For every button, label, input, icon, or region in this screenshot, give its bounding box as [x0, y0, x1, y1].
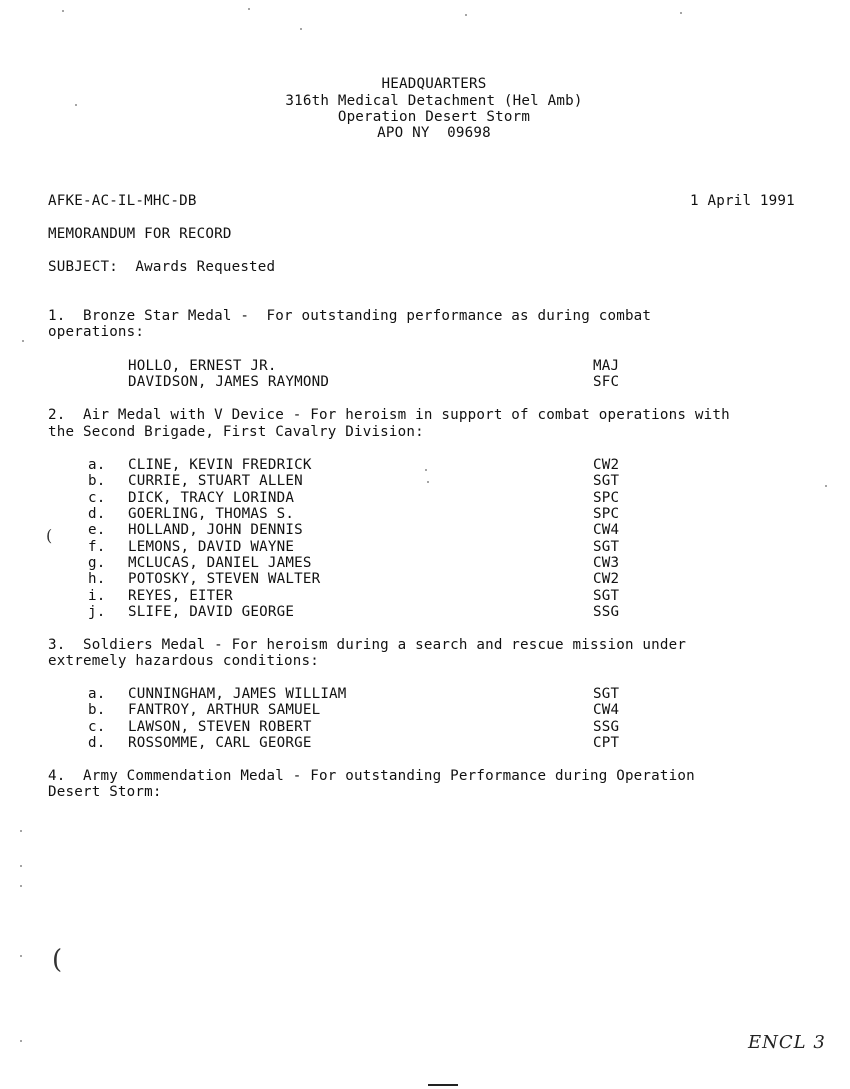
awardee-name: DAVIDSON, JAMES RAYMOND — [128, 374, 330, 390]
memo-date: 1 April 1991 — [690, 193, 795, 209]
section-heading: 2. Air Medal with V Device - For heroism in support of combat operations with — [48, 407, 730, 423]
awardee-name: REYES, EITER — [128, 588, 233, 604]
awardee-name: LAWSON, STEVEN ROBERT — [128, 719, 312, 735]
awardee-rank: SGT — [593, 588, 620, 604]
awardee-rank: SSG — [593, 719, 620, 735]
awardee-rank: CW4 — [593, 522, 620, 538]
entry-letter: i. — [88, 588, 106, 604]
margin-mark: ( — [52, 945, 63, 975]
scan-speck — [62, 10, 64, 12]
margin-mark: ( — [46, 526, 53, 545]
entry-letter: b. — [88, 702, 106, 718]
scan-speck — [825, 485, 827, 487]
awardee-rank: SGT — [593, 473, 620, 489]
office-symbol: AFKE-AC-IL-MHC-DB — [48, 193, 197, 209]
letterhead-title: HEADQUARTERS — [381, 76, 487, 92]
awardee-name: POTOSKY, STEVEN WALTER — [128, 571, 321, 587]
section-heading: 4. Army Commendation Medal - For outstanding Performance during Operation — [48, 768, 695, 784]
entry-letter: a. — [88, 457, 106, 473]
awardee-rank: CW4 — [593, 702, 620, 718]
operation-name: Operation Desert Storm — [337, 109, 531, 125]
scan-speck — [20, 885, 22, 887]
awardee-name: LEMONS, DAVID WAYNE — [128, 539, 295, 555]
awardee-name: CLINE, KEVIN FREDRICK — [128, 457, 312, 473]
scan-speck — [248, 8, 250, 10]
awardee-name: HOLLAND, JOHN DENNIS — [128, 522, 303, 538]
awardee-rank: SGT — [593, 539, 620, 555]
unit-name: 316th Medical Detachment (Hel Amb) — [285, 93, 583, 109]
scan-speck — [680, 12, 682, 14]
entry-letter: d. — [88, 735, 106, 751]
awardee-rank: SGT — [593, 686, 620, 702]
section-heading: 3. Soldiers Medal - For heroism during a search and rescue mission under — [48, 637, 687, 653]
awardee-rank: CW3 — [593, 555, 620, 571]
entry-letter: a. — [88, 686, 106, 702]
entry-letter: e. — [88, 522, 106, 538]
scan-speck — [300, 28, 302, 30]
scan-speck — [75, 104, 77, 106]
handwritten-enclosure-note: ENCL 3 — [748, 1032, 826, 1053]
section-heading-cont: the Second Brigade, First Cavalry Division: — [48, 424, 424, 440]
entry-letter: f. — [88, 539, 106, 555]
scan-speck — [22, 340, 24, 342]
awardee-rank: MAJ — [593, 358, 620, 374]
subject-line: SUBJECT: Awards Requested — [48, 259, 276, 275]
awardee-name: SLIFE, DAVID GEORGE — [128, 604, 295, 620]
awardee-rank: SPC — [593, 506, 620, 522]
awardee-name: HOLLO, ERNEST JR. — [128, 358, 277, 374]
awardee-rank: CPT — [593, 735, 620, 751]
awardee-rank: SFC — [593, 374, 620, 390]
awardee-name: FANTROY, ARTHUR SAMUEL — [128, 702, 321, 718]
apo-address: APO NY 09698 — [377, 125, 491, 141]
entry-letter: d. — [88, 506, 106, 522]
scan-speck — [20, 830, 22, 832]
page-edge-mark — [428, 1084, 458, 1086]
awardee-rank: CW2 — [593, 571, 620, 587]
scan-speck — [465, 14, 467, 16]
scan-speck — [427, 481, 429, 483]
section-heading: 1. Bronze Star Medal - For outstanding performance as during combat — [48, 308, 652, 324]
scan-speck — [20, 955, 22, 957]
awardee-name: CUNNINGHAM, JAMES WILLIAM — [128, 686, 347, 702]
section-heading-cont: extremely hazardous conditions: — [48, 653, 319, 669]
entry-letter: j. — [88, 604, 106, 620]
section-heading-cont: operations: — [48, 324, 145, 340]
awardee-name: GOERLING, THOMAS S. — [128, 506, 295, 522]
awardee-rank: SPC — [593, 490, 620, 506]
awardee-name: MCLUCAS, DANIEL JAMES — [128, 555, 312, 571]
awardee-rank: CW2 — [593, 457, 620, 473]
scan-speck — [20, 865, 22, 867]
entry-letter: c. — [88, 490, 106, 506]
entry-letter: b. — [88, 473, 106, 489]
memo-for: MEMORANDUM FOR RECORD — [48, 226, 232, 242]
section-heading-cont: Desert Storm: — [48, 784, 162, 800]
entry-letter: g. — [88, 555, 106, 571]
entry-letter: c. — [88, 719, 106, 735]
scan-speck — [20, 1040, 22, 1042]
awardee-name: DICK, TRACY LORINDA — [128, 490, 295, 506]
awardee-name: CURRIE, STUART ALLEN — [128, 473, 303, 489]
awardee-rank: SSG — [593, 604, 620, 620]
entry-letter: h. — [88, 571, 106, 587]
scan-speck — [425, 469, 427, 471]
awardee-name: ROSSOMME, CARL GEORGE — [128, 735, 312, 751]
